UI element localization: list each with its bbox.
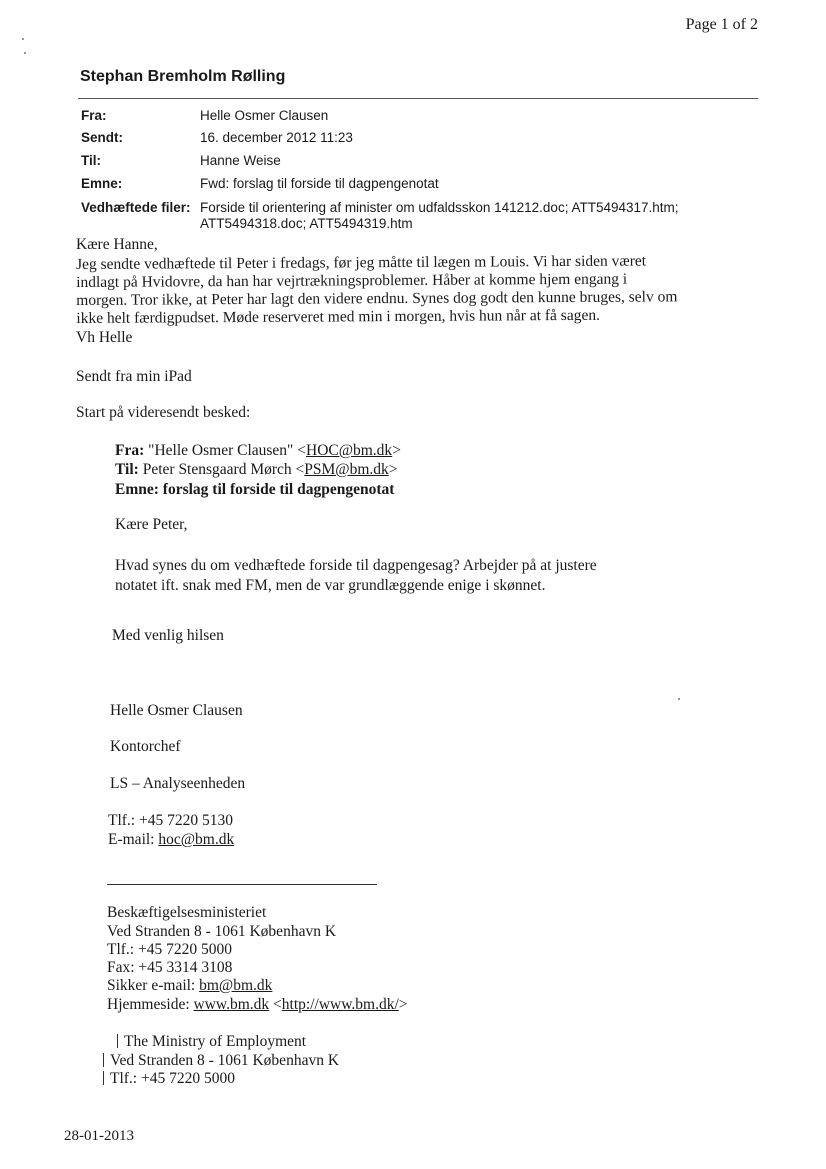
org-website: Hjemmeside: www.bm.dk <http://www.bm.dk/> xyxy=(107,996,408,1013)
org-secure-email xyxy=(107,977,272,995)
quote-bar xyxy=(117,1034,118,1048)
forward-intro: Start på videresendt besked: xyxy=(76,404,251,421)
attachments-label: Vedhæftede filer: xyxy=(81,200,191,215)
org-fax: Fax: +45 3314 3108 xyxy=(107,959,233,976)
org-phone: Tlf.: +45 7220 5000 xyxy=(107,941,232,958)
signature-name: Helle Osmer Clausen xyxy=(110,702,243,719)
forwarded-subject-value: forslag til forside til dagpengenotat xyxy=(162,481,395,498)
header-divider xyxy=(78,98,758,99)
scan-speck xyxy=(24,52,26,54)
quote-bar xyxy=(103,1053,104,1067)
scan-speck xyxy=(678,698,680,700)
forwarded-to-name: Peter Stensgaard Mørch xyxy=(142,461,292,478)
subject-label: Emne: xyxy=(81,176,123,191)
message-line: morgen. Tror ikke, at Peter har lagt den videre endnu. Synes dog godt den kunne bruges, selv om xyxy=(76,288,678,309)
from-label: Fra: xyxy=(81,108,107,123)
org-en-address-text: Ved Stranden 8 - 1061 København K xyxy=(110,1052,340,1069)
footer-date: 28-01-2013 xyxy=(64,1128,134,1144)
to-label: Til: xyxy=(81,153,101,168)
sent-from-device: Sendt fra min iPad xyxy=(76,368,192,385)
signature-title: Kontorchef xyxy=(110,738,181,755)
forwarded-from-name: "Helle Osmer Clausen" xyxy=(148,442,294,459)
signature-divider xyxy=(107,884,377,885)
org-en-address xyxy=(103,1052,339,1070)
org-en-phone xyxy=(103,1070,235,1088)
scan-speck xyxy=(22,38,24,40)
forwarded-closing: Med venlig hilsen xyxy=(112,627,224,644)
attachments-line-1: Forside til orientering af minister om udfaldsskon 141212.doc; ATT5494317.htm; xyxy=(200,200,679,215)
attachments-line-2: ATT5494318.doc; ATT5494319.htm xyxy=(200,216,413,231)
message-paragraph xyxy=(76,252,678,328)
org-secure-email-label: Sikker e-mail: xyxy=(107,977,196,994)
page-number: Page 1 of 2 xyxy=(685,16,758,33)
forwarded-subject xyxy=(115,481,394,499)
forwarded-body-line-2: notatet ift. snak med FM, men de var grundlæggende enige i skønnet. xyxy=(115,577,546,594)
from-value: Helle Osmer Clausen xyxy=(200,108,329,123)
org-en-name-text: The Ministry of Employment xyxy=(124,1033,307,1050)
forwarded-from: Fra: "Helle Osmer Clausen" <HOC@bm.dk> xyxy=(115,442,401,459)
signature-email-label: E-mail: xyxy=(108,831,155,848)
org-website-full-link[interactable]: http://www.bm.dk/ xyxy=(281,996,399,1013)
sent-label: Sendt: xyxy=(81,130,123,145)
forwarded-from-email-link[interactable]: HOC@bm.dk xyxy=(306,442,393,459)
forwarded-body-line-1: Hvad synes du om vedhæftede forside til dagpengesag? Arbejder på at justere xyxy=(115,557,597,574)
forwarded-from-label: Fra: xyxy=(115,442,145,459)
org-en-name xyxy=(117,1033,306,1051)
org-en-phone-text: Tlf.: +45 7220 5000 xyxy=(110,1070,235,1087)
org-secure-email-link[interactable]: bm@bm.dk xyxy=(199,977,273,994)
to-value: Hanne Weise xyxy=(200,153,281,168)
signature-email xyxy=(108,831,234,849)
signature-phone: Tlf.: +45 7220 5130 xyxy=(108,812,233,829)
forwarded-to-label: Til: xyxy=(115,461,139,478)
forwarded-greeting: Kære Peter, xyxy=(115,516,188,533)
subject-value: Fwd: forslag til forside til dagpengenotat xyxy=(200,176,439,191)
org-name: Beskæftigelsesministeriet xyxy=(107,904,267,921)
signature-unit: LS – Analyseenheden xyxy=(110,775,246,792)
forwarded-to-email-link[interactable]: PSM@bm.dk xyxy=(304,461,389,478)
forwarded-to: Til: Peter Stensgaard Mørch <PSM@bm.dk> xyxy=(115,461,398,478)
sent-value: 16. december 2012 11:23 xyxy=(200,130,353,145)
org-website-label: Hjemmeside: xyxy=(107,996,190,1013)
message-greeting: Kære Hanne, xyxy=(76,236,158,253)
message-line: indlagt på Hvidovre, da han har vejrtrækningsproblemer. Håber at komme hjem engang i xyxy=(76,270,628,291)
org-website-link[interactable]: www.bm.dk xyxy=(193,996,270,1013)
quote-bar xyxy=(103,1071,104,1085)
message-line: Jeg sendte vedhæftede til Peter i fredags, før jeg måtte til lægen m Louis. Vi har siden været xyxy=(76,252,647,273)
forwarded-subject-label: Emne: xyxy=(115,481,159,498)
message-signoff: Vh Helle xyxy=(76,329,133,346)
message-line: ikke helt færdigpudset. Møde reserveret med min i morgen, hvis hun når at få sagen. xyxy=(76,306,601,327)
signature-email-link[interactable]: hoc@bm.dk xyxy=(158,831,235,848)
mailbox-owner-name: Stephan Bremholm Rølling xyxy=(80,68,286,85)
org-address: Ved Stranden 8 - 1061 København K xyxy=(107,923,337,940)
